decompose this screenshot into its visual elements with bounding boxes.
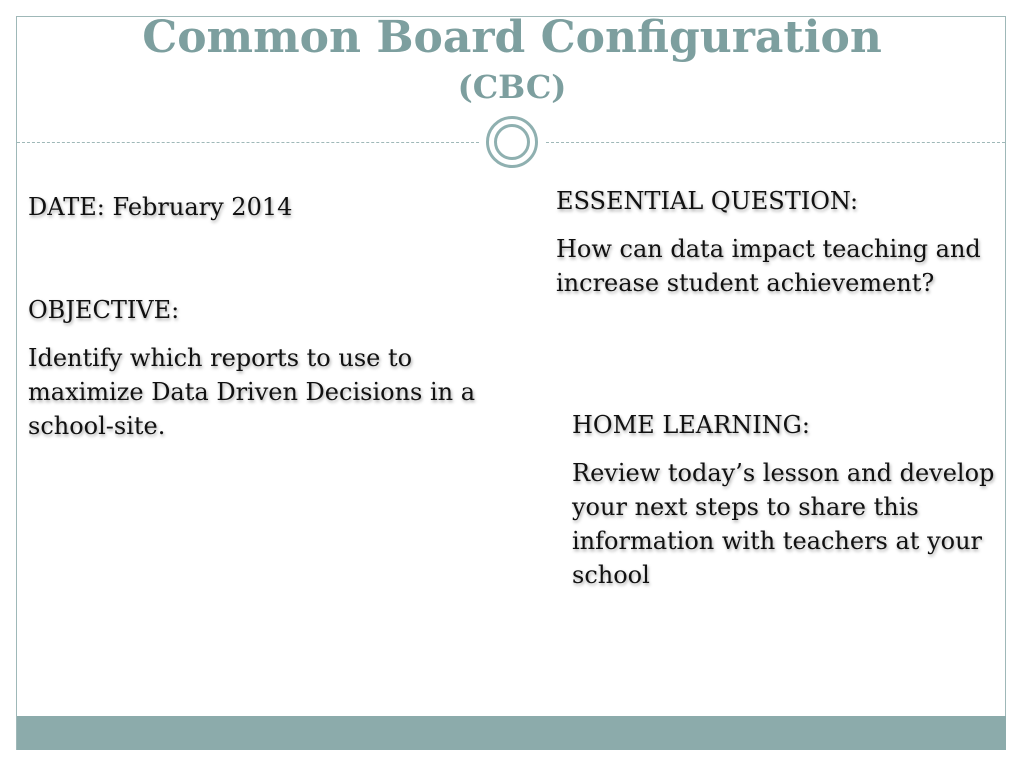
date-text: DATE: February 2014 [28,193,293,221]
slide-title: Common Board Configuration [142,12,882,63]
home-learning-body: Review today’s lesson and develop your next steps to share this information with teachers at your school [572,459,995,589]
footer-bar [17,716,1006,750]
divider-right [546,142,1005,143]
circle-ornament-icon [486,116,538,168]
slide-subtitle: (CBC) [457,68,567,106]
essential-question-heading: ESSENTIAL QUESTION: [556,187,859,215]
objective-heading: OBJECTIVE: [28,296,180,324]
home-learning-heading: HOME LEARNING: [572,411,810,439]
objective-body: Identify which reports to use to maximize Data Driven Decisions in a school-site. [28,344,476,440]
essential-question-body: How can data impact teaching and increase student achievement? [556,235,981,297]
circle-ornament-inner [494,124,530,160]
divider-left [17,142,479,143]
